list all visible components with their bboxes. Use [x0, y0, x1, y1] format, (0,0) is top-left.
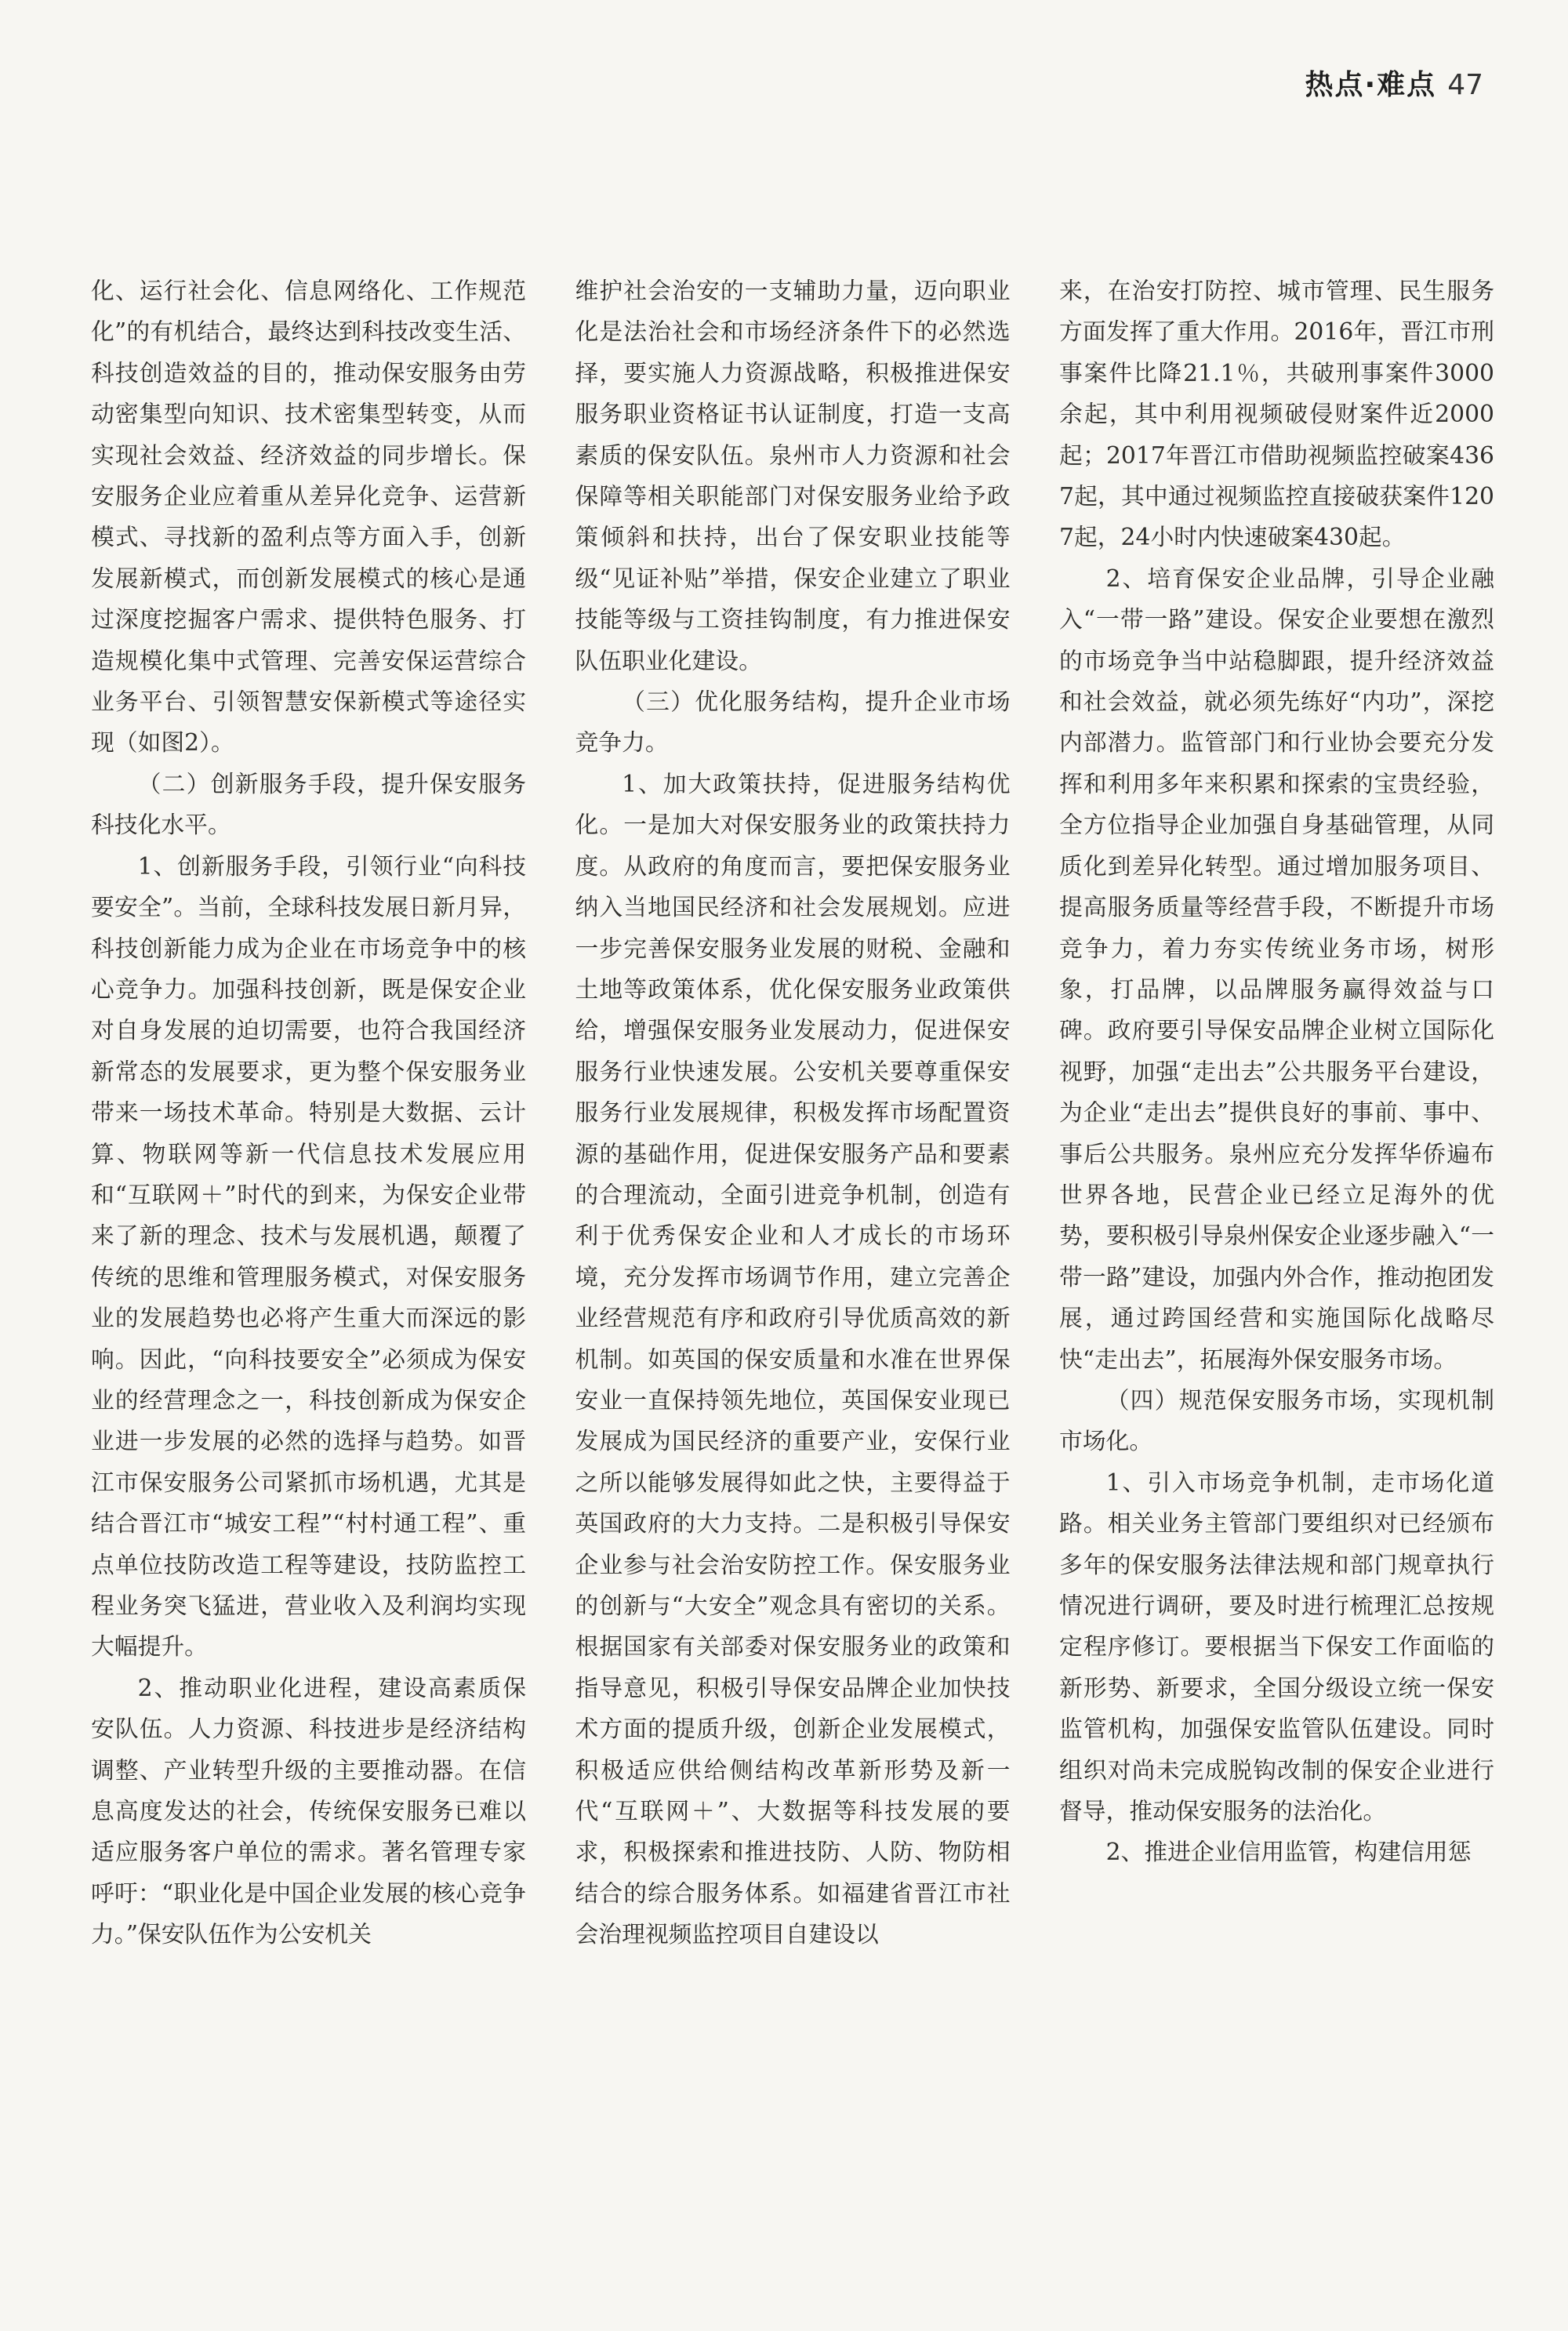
page-number: 47: [1447, 69, 1483, 101]
paragraph: 1、引入市场竞争机制，走市场化道路。相关业务主管部门要组织对已经颁布多年的保安服务法律法规和部门规章执行情况进行调研，要及时进行梳理汇总按规定程序修订。要根据当下保安工作面临的新形势、新要求，全国分级设立统一保安监管机构，加强保安监管队伍建设。同时组织对尚未完成脱钩改制的保安企业进行督导，推动保安服务的法治化。: [1059, 1469, 1494, 1826]
paragraph: 化、运行社会化、信息网络化、工作规范化”的有机结合，最终达到科技改变生活、科技创造效益的目的，推动保安服务由劳动密集型向知识、技术密集型转变，从而实现社会效益、经济效益的同步增长。保安服务企业应着重从差异化竞争、运营新模式、寻找新的盈利点等方面入手，创新发展新模式，而创新发展模式的核心是通过深度挖掘客户需求、提供特色服务、打造规模化集中式管理、完善安保运营综合业务平台、引领智慧安保新模式等途径实现（如图2）。: [91, 278, 526, 757]
paragraph: 2、培育保安企业品牌，引导企业融入“一带一路”建设。保安企业要想在激烈的市场竞争当中站稳脚跟，提升经济效益和社会效益，就必须先练好“内功”，深挖内部潜力。监管部门和行业协会要充分发挥和利用多年来积累和探索的宝贵经验，全方位指导企业加强自身基础管理，从同质化到差异化转型。通过增加服务项目、提高服务质量等经营手段，不断提升市场竞争力，着力夯实传统业务市场，树形象，打品牌，以品牌服务赢得效益与口碑。政府要引导保安品牌企业树立国际化视野，加强“走出去”公共服务平台建设，为企业“走出去”提供良好的事前、事中、事后公共服务。泉州应充分发挥华侨遍布世界各地，民营企业已经立足海外的优势，要积极引导泉州保安企业逐步融入“一带一路”建设，加强内外合作，推动抱团发展，通过跨国经营和实施国际化战略尽快“走出去”，拓展海外保安服务市场。: [1059, 565, 1494, 1374]
text-column-1: [91, 271, 526, 2247]
paragraph: 维护社会治安的一支辅助力量，迈向职业化是法治社会和市场经济条件下的必然选择，要实施人力资源战略，积极推进保安服务职业资格证书认证制度，打造一支高素质的保安队伍。泉州市人力资源和社会保障等相关职能部门对保安服务业给予政策倾斜和扶持，出台了保安职业技能等级“见证补贴”举措，保安企业建立了职业技能等级与工资挂钩制度，有力推进保安队伍职业化建设。: [575, 278, 1011, 675]
paragraph: 2、推动职业化进程，建设高素质保安队伍。人力资源、科技进步是经济结构调整、产业转型升级的主要推动器。在信息高度发达的社会，传统保安服务已难以适应服务客户单位的需求。著名管理专家呼吁：“职业化是中国企业发展的核心竞争力。”保安队伍作为公安机关: [91, 1674, 526, 1949]
section-heading: （四）规范保安服务市场，实现机制市场化。: [1059, 1386, 1494, 1456]
running-header: [1305, 63, 1484, 103]
section-heading: （二）创新服务手段，提升保安服务科技化水平。: [91, 770, 526, 840]
section-label: 热点·难点: [1305, 69, 1437, 101]
article-body: [91, 271, 1494, 2247]
paragraph: 来，在治安打防控、城市管理、民生服务方面发挥了重大作用。2016年，晋江市刑事案件比降21.1％，共破刑事案件3000余起，其中利用视频破侵财案件近2000起；2017年晋江市借助视频监控破案4367起，其中通过视频监控直接破获案件1207起，24小时内快速破案430起。: [1059, 278, 1494, 552]
paragraph: 1、创新服务手段，引领行业“向科技要安全”。当前，全球科技发展日新月异，科技创新能力成为企业在市场竞争中的核心竞争力。加强科技创新，既是保安企业对自身发展的迫切需要，也符合我国经济新常态的发展要求，更为整个保安服务业带来一场技术革命。特别是大数据、云计算、物联网等新一代信息技术发展应用和“互联网＋”时代的到来，为保安企业带来了新的理念、技术与发展机遇，颠覆了传统的思维和管理服务模式，对保安服务业的发展趋势也必将产生重大而深远的影响。因此，“向科技要安全”必须成为保安业的经营理念之一，科技创新成为保安企业进一步发展的必然的选择与趋势。如晋江市保安服务公司紧抓市场机遇，尤其是结合晋江市“城安工程”“村村通工程”、重点单位技防改造工程等建设，技防监控工程业务突飞猛进，营业收入及利润均实现大幅提升。: [91, 852, 526, 1661]
text-column-2: [575, 271, 1011, 2247]
paragraph: 1、加大政策扶持，促进服务结构优化。一是加大对保安服务业的政策扶持力度。从政府的角度而言，要把保安服务业纳入当地国民经济和社会发展规划。应进一步完善保安服务业发展的财税、金融和土地等政策体系，优化保安服务业政策供给，增强保安服务业发展动力，促进保安服务行业快速发展。公安机关要尊重保安服务行业发展规律，积极发挥市场配置资源的基础作用，促进保安服务产品和要素的合理流动，全面引进竞争机制，创造有利于优秀保安企业和人才成长的市场环境，充分发挥市场调节作用，建立完善企业经营规范有序和政府引导优质高效的新机制。如英国的保安质量和水准在世界保安业一直保持领先地位，英国保安业现已发展成为国民经济的重要产业，安保行业之所以能够发展得如此之快，主要得益于英国政府的大力支持。二是积极引导保安企业参与社会治安防控工作。保安服务业的创新与“大安全”观念具有密切的关系。根据国家有关部委对保安服务业的政策和指导意见，积极引导保安品牌企业加快技术方面的提质升级，创新企业发展模式，积极适应供给侧结构改革新形势及新一代“互联网＋”、大数据等科技发展的要求，积极探索和推进技防、人防、物防相结合的综合服务体系。如福建省晋江市社会治理视频监控项目自建设以: [575, 770, 1011, 1949]
section-heading: （三）优化服务结构，提升企业市场竞争力。: [575, 688, 1011, 757]
text-column-3: [1059, 271, 1494, 2247]
paragraph: 2、推进企业信用监管，构建信用惩: [1105, 1839, 1472, 1867]
